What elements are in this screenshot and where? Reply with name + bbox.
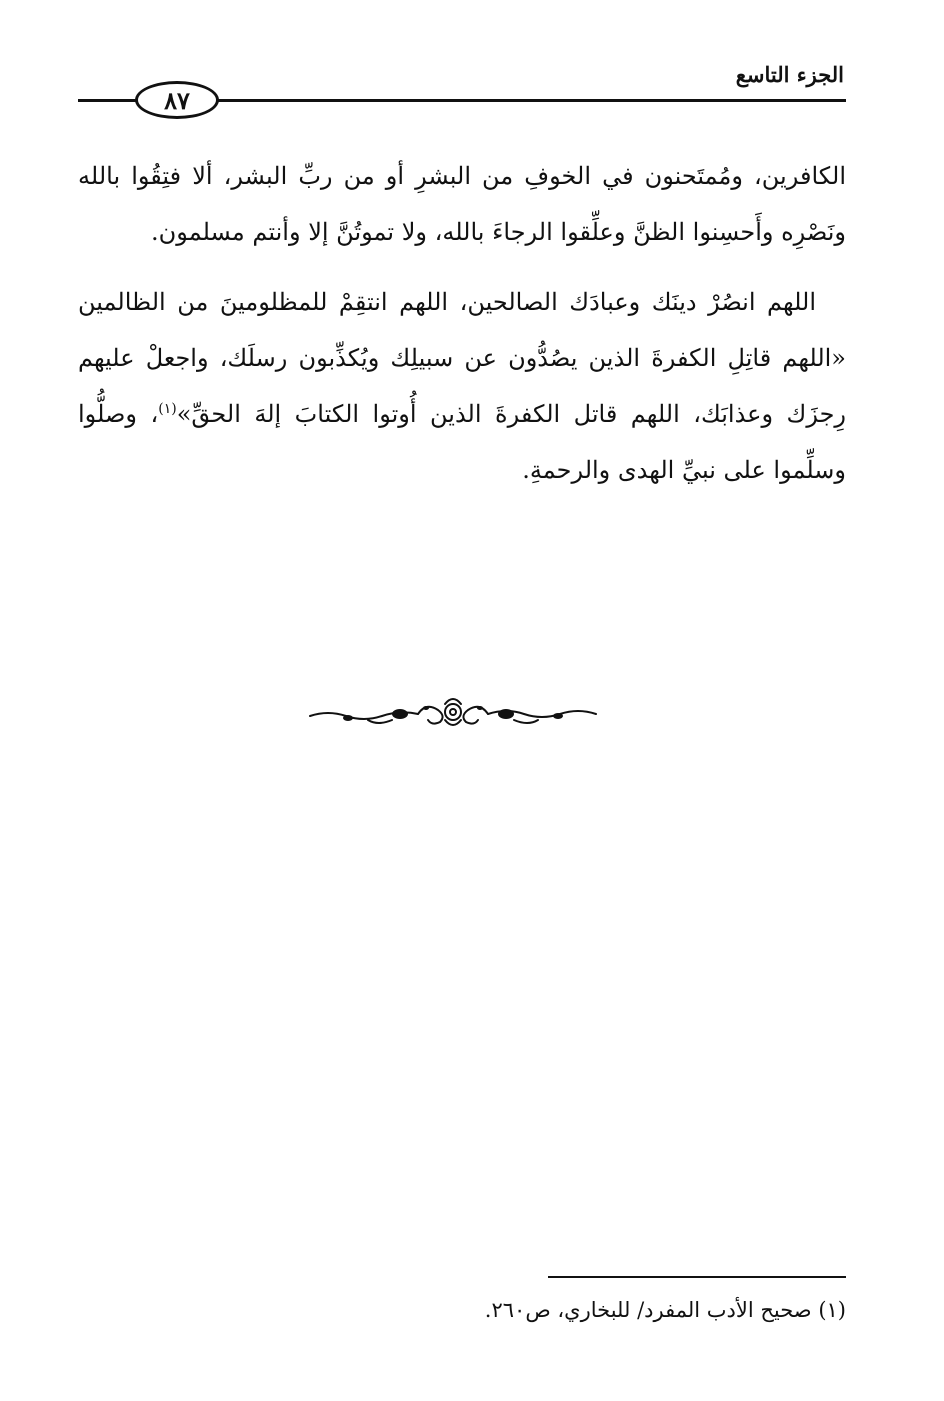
footnote: (١) صحيح الأدب المفرد/ للبخاري، ص٢٦٠. [484, 1298, 846, 1322]
running-header: الجزء التاسع [735, 62, 844, 87]
page-number-text: ٨٧ [164, 85, 190, 115]
paragraph-text: اللهم انصُرْ دينَك وعبادَك الصالحين، اللهم انتقِمْ للمظلومينَ من الظالمين «اللهم قاتِلِ الكفرةَ الذين يصُدُّون عن سبيلِك ويُكذِّبون رسلَك، واجعلْ عليهم رِجزَك وعذابَك، اللهم قاتل الكفرةَ الذين أُوتوا الكتابَ إلهَ الحقِّ» [78, 288, 847, 428]
closing-text: ، وصلُّوا وسلِّموا على نبيِّ الهدى والرحمةِ. [78, 400, 846, 484]
footnote-rule [548, 1276, 846, 1278]
ornament-divider [308, 692, 598, 734]
footnote-marker: (١) [158, 401, 177, 417]
paragraph: الكافرين، ومُمتَحنون في الخوفِ من البشرِ أو من ربِّ البشر، ألا فتِقُوا بالله ونَصْرِه وأَحسِنوا الظنَّ وعلِّقوا الرجاءَ بالله، ولا تموتُنَّ إلا وأنتم مسلمون. [78, 162, 846, 246]
main-text [78, 148, 846, 498]
page-number [135, 81, 219, 119]
paragraph-with-footnote [78, 274, 846, 498]
